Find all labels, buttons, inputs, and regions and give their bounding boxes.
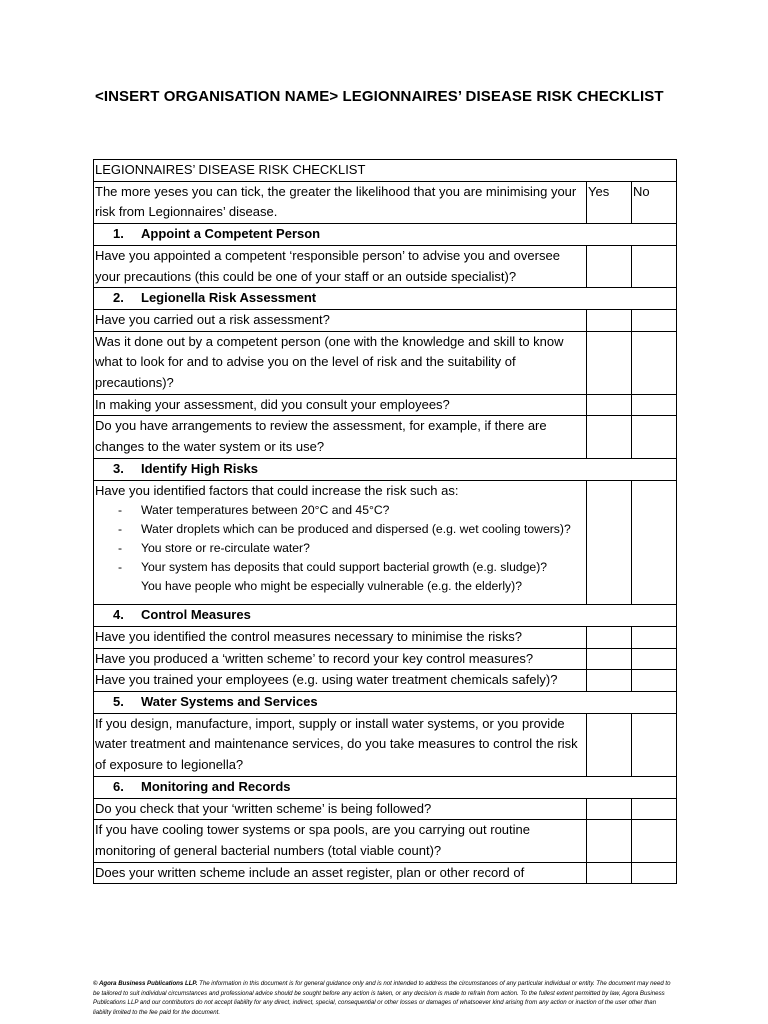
question-text: Have you produced a ‘written scheme’ to record your key control measures? [94, 648, 587, 670]
footer-copyright: © Agora Business Publications LLP. [93, 980, 198, 987]
section-number: 1. [113, 226, 124, 242]
section-number: 4. [113, 607, 124, 623]
intro-text: The more yeses you can tick, the greater the likelihood that you are minimising your risk from Legionnaires’ disease. [94, 181, 587, 223]
risk-factor-text: Water temperatures between 20°C and 45°C? [141, 503, 390, 518]
question-text: Was it done out by a competent person (one with the knowledge and skill to know what to look for and to advise you on the level of risk and the suitability of precautions)? [94, 331, 587, 394]
yes-checkbox-cell[interactable] [587, 309, 632, 331]
risk-factor-item [95, 558, 586, 577]
yes-checkbox-cell[interactable] [587, 480, 632, 605]
yes-checkbox-cell[interactable] [587, 626, 632, 648]
section-header-row [94, 605, 677, 627]
sections-body [94, 224, 677, 884]
risk-factor-text: You store or re-circulate water? [141, 541, 310, 556]
question-row [94, 309, 677, 331]
question-row [94, 480, 677, 605]
section-title: Control Measures [141, 607, 251, 623]
section-header [94, 458, 677, 480]
no-checkbox-cell[interactable] [632, 416, 677, 458]
section-header-row [94, 776, 677, 798]
section-number: 6. [113, 778, 124, 794]
question-row [94, 626, 677, 648]
question-row [94, 862, 677, 884]
risk-factor-item [95, 520, 586, 539]
question-text: In making your assessment, did you consult your employees? [94, 394, 587, 416]
yes-checkbox-cell[interactable] [587, 245, 632, 287]
question-text: Have you carried out a risk assessment? [94, 309, 587, 331]
question-row [94, 798, 677, 820]
risk-factor-text: You have people who might be especially vulnerable (e.g. the elderly)? [141, 579, 522, 594]
section-number: 2. [113, 290, 124, 306]
section-number: 3. [113, 460, 124, 476]
table-heading-row [94, 160, 677, 182]
yes-checkbox-cell[interactable] [587, 331, 632, 394]
question-row [94, 670, 677, 692]
question-row [94, 245, 677, 287]
no-checkbox-cell[interactable] [632, 309, 677, 331]
yes-column-header: Yes [587, 181, 632, 223]
no-checkbox-cell[interactable] [632, 626, 677, 648]
footer-disclaimer [93, 979, 676, 1017]
section-title: Monitoring and Records [141, 778, 291, 794]
no-checkbox-cell[interactable] [632, 245, 677, 287]
footer-text: The information in this document is for general guidance only and is not intended to address the circumstances of any particular individual or entity. The document may need to be tailored to suit individual circumstances and professional advice should be sought before any action is taken, or any decision is made to refrain from action. To the fullest extent permitted by law, Agora Business Publications LLP and our contributors do not accept liability for any direct, indirect, special, consequential or other losses or damages of whatsoever kind arising from any action or inaction of the user other than liability limited to the fee paid for the document. [93, 980, 671, 1016]
yes-checkbox-cell[interactable] [587, 670, 632, 692]
yes-checkbox-cell[interactable] [587, 798, 632, 820]
no-checkbox-cell[interactable] [632, 394, 677, 416]
page-title: <INSERT ORGANISATION NAME> LEGIONNAIRES’ DISEASE RISK CHECKLIST [95, 88, 664, 105]
question-row [94, 394, 677, 416]
section-header-row [94, 692, 677, 714]
question-with-list [94, 480, 587, 605]
yes-checkbox-cell[interactable] [587, 820, 632, 862]
no-checkbox-cell[interactable] [632, 820, 677, 862]
question-text: Have you identified the control measures necessary to minimise the risks? [94, 626, 587, 648]
section-number: 5. [113, 694, 124, 710]
bullet-dash: - [118, 541, 123, 556]
risk-factor-text: Water droplets which can be produced and dispersed (e.g. wet cooling towers)? [141, 522, 571, 537]
no-checkbox-cell[interactable] [632, 713, 677, 776]
question-text: Have you identified factors that could increase the risk such as: [95, 482, 459, 498]
question-row [94, 820, 677, 862]
no-checkbox-cell[interactable] [632, 798, 677, 820]
risk-factor-list [95, 501, 586, 604]
question-text: Have you trained your employees (e.g. using water treatment chemicals safely)? [94, 670, 587, 692]
yes-checkbox-cell[interactable] [587, 862, 632, 884]
yes-checkbox-cell[interactable] [587, 648, 632, 670]
question-row [94, 331, 677, 394]
section-header-row [94, 288, 677, 310]
section-title: Identify High Risks [141, 460, 259, 476]
question-text: Have you appointed a competent ‘responsible person’ to advise you and oversee your precautions (this could be one of your staff or an outside specialist)? [94, 245, 587, 287]
bullet-dash: - [118, 503, 123, 518]
question-row [94, 648, 677, 670]
risk-checklist-table [93, 159, 677, 884]
section-header-row [94, 224, 677, 246]
intro-row [94, 181, 677, 223]
risk-factor-text: Your system has deposits that could support bacterial growth (e.g. sludge)? [141, 560, 548, 575]
question-text: Does your written scheme include an asset register, plan or other record of [94, 862, 587, 884]
yes-checkbox-cell[interactable] [587, 713, 632, 776]
question-text: If you have cooling tower systems or spa pools, are you carrying out routine monitoring of general bacterial numbers (total viable count)? [94, 820, 587, 862]
question-row [94, 713, 677, 776]
question-text: Do you have arrangements to review the assessment, for example, if there are changes to the water system or its use? [94, 416, 587, 458]
section-header [94, 288, 677, 310]
no-checkbox-cell[interactable] [632, 331, 677, 394]
bullet-dash: - [118, 522, 123, 537]
section-header [94, 224, 677, 246]
question-text: Do you check that your ‘written scheme’ is being followed? [94, 798, 587, 820]
bullet-dash: - [118, 560, 123, 575]
yes-checkbox-cell[interactable] [587, 394, 632, 416]
section-header [94, 692, 677, 714]
no-checkbox-cell[interactable] [632, 480, 677, 605]
question-row [94, 416, 677, 458]
section-header [94, 605, 677, 627]
section-header [94, 776, 677, 798]
question-text: If you design, manufacture, import, supply or install water systems, or you provide water treatment and maintenance services, do you take measures to control the risk of exposure to legionella? [94, 713, 587, 776]
no-checkbox-cell[interactable] [632, 648, 677, 670]
no-column-header: No [632, 181, 677, 223]
table-heading: LEGIONNAIRES’ DISEASE RISK CHECKLIST [94, 160, 677, 182]
section-title: Legionella Risk Assessment [141, 290, 317, 306]
no-checkbox-cell[interactable] [632, 670, 677, 692]
risk-factor-item [95, 539, 586, 558]
yes-checkbox-cell[interactable] [587, 416, 632, 458]
section-header-row [94, 458, 677, 480]
risk-factor-item [95, 501, 586, 520]
section-title: Water Systems and Services [141, 694, 318, 710]
no-checkbox-cell[interactable] [632, 862, 677, 884]
risk-factor-item [95, 577, 586, 596]
section-title: Appoint a Competent Person [141, 226, 321, 242]
